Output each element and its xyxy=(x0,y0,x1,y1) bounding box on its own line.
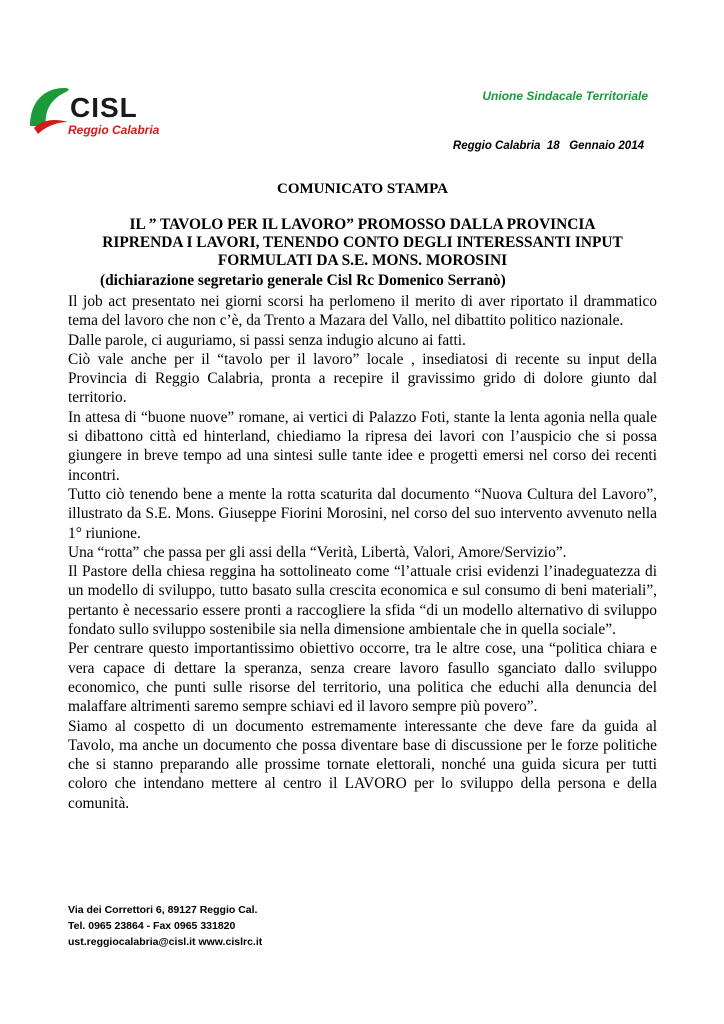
body-paragraph: Per centrare questo importantissimo obiettivo occorre, tra le altre cose, una “politica chiara e vera capace di dettare la speranza, senza creare lavoro fasullo sganciato dallo sviluppo economico, che punti sulle risorse del territorio, una politica che educhi alla denuncia del malaffare altrimenti saremo sempre schiavi ed il lavoro sempre più povero”. xyxy=(68,640,657,716)
body-paragraph: Il job act presentato nei giorni scorsi ha perlomeno il merito di aver riportato il drammatico tema del lavoro che non c’è, da Trento a Mazara del Vallo, nel dibattito politico nazionale. xyxy=(68,293,657,330)
body-paragraph: Una “rotta” che passa per gli assi della “Verità, Libertà, Valori, Amore/Servizio”. xyxy=(68,543,567,561)
union-label: Unione Sindacale Territoriale xyxy=(482,89,648,103)
body-paragraph: Dalle parole, ci auguriamo, si passi senza indugio alcuno ai fatti. xyxy=(68,331,466,349)
title-line: IL ” TAVOLO PER IL LAVORO” PROMOSSO DALLA PROVINCIA xyxy=(129,216,596,233)
body-paragraph: Tutto ciò tenendo bene a mente la rotta scaturita dal documento “Nuova Cultura del Lavoro”, illustrato da S.E. Mons. Giuseppe Fiorini Morosini, nel corso del suo intervento avvenuto nella 1° riunione. xyxy=(68,485,657,542)
body-paragraph: Il Pastore della chiesa reggina ha sottolineato come “l’attuale crisi evidenzi l’inadeguatezza di un modello di sviluppo, tutto basato sulla crescita economica e sul consumo di beni materiali”, pertanto è necessario essere pronti a raccogliere la sfida “di un modello alternativo di sviluppo fondato sullo sviluppo sostenibile sia nella dimensione ambientale che in quella sociale”. xyxy=(68,563,657,639)
footer-phone: Tel. 0965 23864 - Fax 0965 331820 xyxy=(68,920,236,932)
title-line: FORMULATI DA S.E. MONS. MOROSINI xyxy=(217,252,508,269)
body-paragraph: In attesa di “buone nuove” romane, ai vertici di Palazzo Foti, stante la lenta agonia nella quale si dibattono città ed hinterland, chiediamo la ripresa dei lavori con l’auspicio che si possa giungere in breve tempo ad una sintesi sulle tante idee e progetti emersi nel corso dei recenti incontri. xyxy=(68,408,657,484)
document-title xyxy=(68,216,657,270)
body-paragraph: Ciò vale anche per il “tavolo per il lavoro” locale , insediatosi di recente su input della Provincia di Reggio Calabria, pronta a recepire il gravissimo grido di dolore giunto dal territorio. xyxy=(68,350,657,407)
footer-web: ust.reggiocalabria@cisl.it www.cislrc.it xyxy=(68,936,263,948)
document-subtitle: (dichiarazione segretario generale Cisl Rc Domenico Serranò) xyxy=(100,272,506,289)
body-paragraph: Siamo al cospetto di un documento estremamente interessante che deve fare da guida al Tavolo, ma anche un documento che possa diventare base di discussione per le forze politiche che si stanno preparando alle prossime tornate elettorali, nonché una guida sicura per tutti coloro che intendano mettere al centro il LAVORO per lo sviluppo della persona e della comunità. xyxy=(68,717,657,812)
logo-subtitle: Reggio Calabria xyxy=(68,123,160,137)
title-line: RIPRENDA I LAVORI, TENENDO CONTO DEGLI INTERESSANTI INPUT xyxy=(102,234,623,251)
document-date: Reggio Calabria 18 Gennaio 2014 xyxy=(452,140,644,152)
logo-wordmark: CISL xyxy=(70,92,138,123)
footer-contact xyxy=(68,902,262,950)
press-release-heading: COMUNICATO STAMPA xyxy=(277,181,448,197)
footer-address: Via dei Correttori 6, 89127 Reggio Cal. xyxy=(68,904,258,916)
document-body xyxy=(68,292,657,813)
